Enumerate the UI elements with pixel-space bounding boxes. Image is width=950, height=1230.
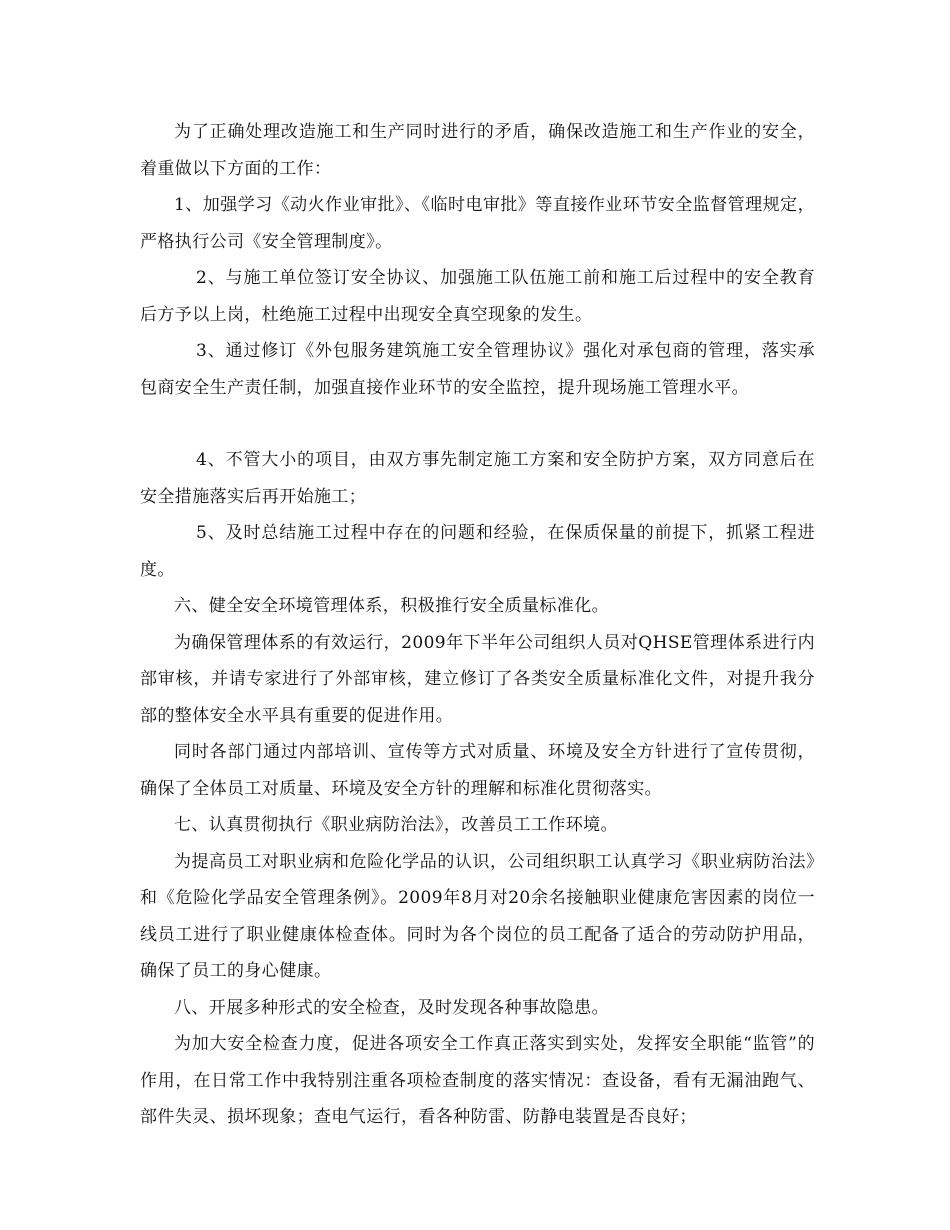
section-heading-8: 八、开展多种形式的安全检查，及时发现各种事故隐患。 xyxy=(174,997,609,1018)
section-heading-7: 七、认真贯彻执行《职业病防治法》，改善员工工作环境。 xyxy=(174,815,618,835)
paragraph-occupational-health: 为提高员工对职业病和危险化学品的认识，公司组织职工认真学习《职业病防治法》和《危险化学品安全管理条例》。2009年8月对20余名接触职业健康危害因素的岗位一线员工进行了职业健康体检查体。同时为各个岗位的员工配备了适合的劳动防护用品，确保了员工的身心健康。 xyxy=(140,851,815,981)
section-heading-6: 六、健全安全环境管理体系，积极推行安全质量标准化。 xyxy=(174,596,609,616)
paragraph-item-3: 3、通过修订《外包服务建筑施工安全管理协议》强化对承包商的管理，落实承包商安全生产责任制，加强直接作业环节的安全监控，提升现场施工管理水平。 xyxy=(140,341,815,398)
paragraph-item-5: 5、及时总结施工过程中存在的问题和经验，在保质保量的前提下，抓紧工程进度。 xyxy=(140,523,815,580)
paragraph-management-system: 为确保管理体系的有效运行，2009年下半年公司组织人员对QHSE管理体系进行内部审核，并请专家进行了外部审核，建立修订了各类安全质量标准化文件，对提升我分部的整体安全水平具有重要的促进作用。 xyxy=(140,632,815,726)
paragraph-safety-inspection: 为加大安全检查力度，促进各项安全工作真正落实到实处，发挥安全职能“监管”的作用，在日常工作中我特别注重各项检查制度的落实情况：查设备，看有无漏油跑气、部件失灵、损坏现象；查电气运行，看各种防雷、防静电装置是否良好； xyxy=(140,1034,815,1127)
paragraph-item-2: 2、与施工单位签订安全协议、加强施工队伍施工前和施工后过程中的安全教育后方予以上岗，杜绝施工过程中出现安全真空现象的发生。 xyxy=(140,268,815,325)
paragraph-item-1: 1、加强学习《动火作业审批》、《临时电审批》等直接作业环节安全监督管理规定，严格执行公司《安全管理制度》。 xyxy=(140,195,815,252)
blank-line xyxy=(140,406,815,442)
paragraph-training: 同时各部门通过内部培训、宣传等方式对质量、环境及安全方针进行了宣传贯彻，确保了全体员工对质量、环境及安全方针的理解和标准化贯彻落实。 xyxy=(140,742,815,799)
paragraph-item-4: 4、不管大小的项目，由双方事先制定施工方案和安全防护方案，双方同意后在安全措施落实后再开始施工； xyxy=(140,450,815,507)
paragraph-intro: 为了正确处理改造施工和生产同时进行的矛盾，确保改造施工和生产作业的安全，着重做以下方面的工作： xyxy=(140,122,815,179)
document-body xyxy=(140,114,815,1136)
